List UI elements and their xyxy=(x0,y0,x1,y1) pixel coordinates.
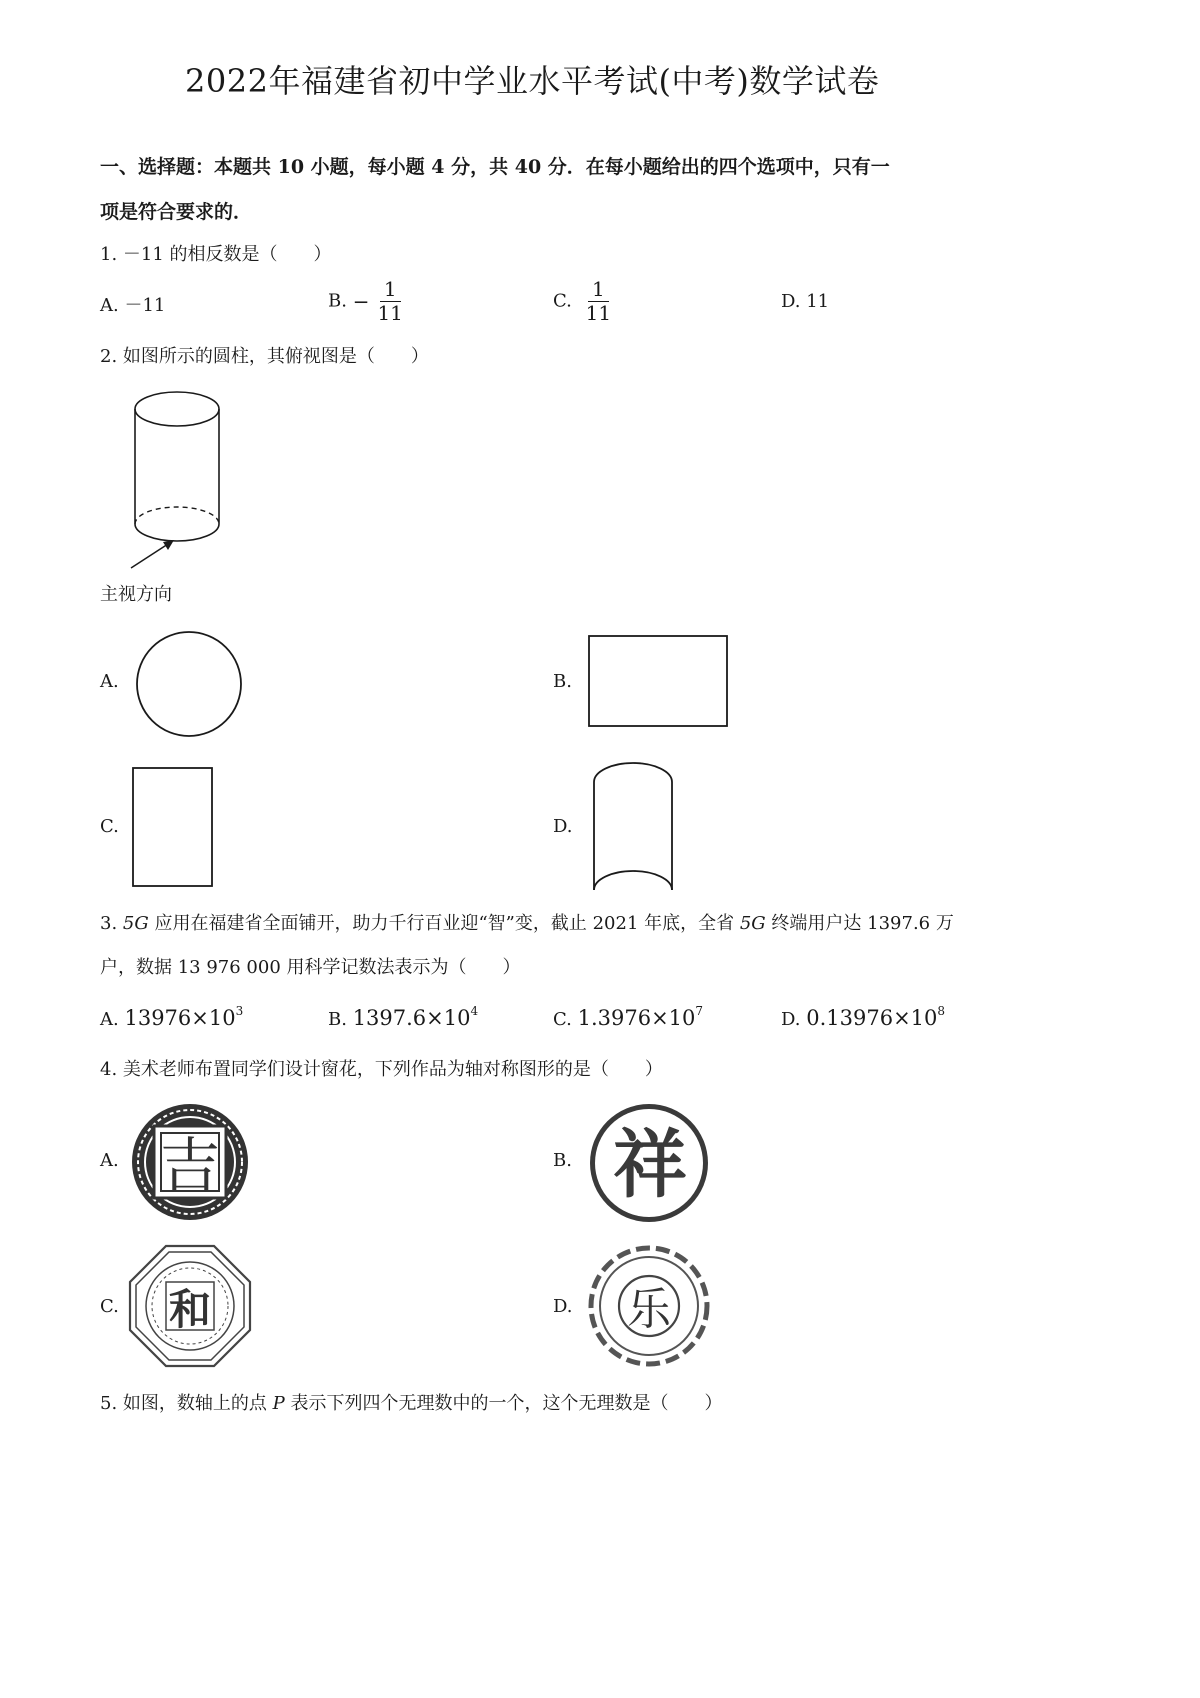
q1-option-b-numerator: 1 xyxy=(380,278,401,302)
q3-option-c-value xyxy=(578,1006,703,1030)
q4-option-b-char: 祥 xyxy=(613,1122,687,1208)
q4-option-c-char: 和 xyxy=(168,1285,212,1334)
q4-option-c: C. xyxy=(100,1296,119,1317)
q3-5g-2: 5G xyxy=(739,913,766,934)
q3-option-d xyxy=(781,1004,945,1030)
q3-option-a-value xyxy=(124,1006,243,1030)
q3-line1-mid: 应用在福建省全面铺开，助力千行百业迎“智”变，截止 2021 年底，全省 xyxy=(148,913,740,934)
q3-option-a-exponent: 3 xyxy=(235,1004,244,1018)
view-direction-caption: 主视方向 xyxy=(100,584,172,605)
q3-option-c xyxy=(553,1004,703,1030)
question-4-stem: 4. 美术老师布置同学们设计窗花，下列作品为轴对称图形的是（ ） xyxy=(100,1059,663,1080)
q1-option-b-label: B. xyxy=(328,290,347,312)
q3-option-a-label: A. xyxy=(100,1009,119,1030)
q4-option-b-papercut xyxy=(588,1102,710,1224)
q3-option-d-exponent: 8 xyxy=(937,1004,946,1018)
q1-option-c-denominator: 11 xyxy=(585,301,612,325)
q3-option-d-value xyxy=(806,1006,945,1030)
q4-option-d: D. xyxy=(553,1296,573,1317)
q3-5g: 5G xyxy=(122,913,149,934)
question-1-stem: 1. －11 的相反数是（ ） xyxy=(100,244,332,265)
q3-option-d-label: D. xyxy=(781,1009,801,1030)
q1-option-c-numerator: 1 xyxy=(588,278,609,302)
q4-option-c-papercut xyxy=(128,1244,252,1368)
q1-option-d: D. 11 xyxy=(781,291,830,312)
q3-line1-pre: 3. xyxy=(100,913,123,934)
question-3-stem-line2: 户，数据 13 976 000 用科学记数法表示为（ ） xyxy=(100,957,521,978)
q3-option-b-exponent: 4 xyxy=(470,1004,479,1018)
q1-option-a: A. －11 xyxy=(100,295,166,316)
q2-option-a-circle xyxy=(136,631,244,739)
q3-option-c-label: C. xyxy=(553,1009,572,1030)
q1-option-b xyxy=(328,278,407,325)
q3-option-c-exponent: 7 xyxy=(695,1004,704,1018)
q3-line1-post: 终端用户达 1397.6 万 xyxy=(765,913,954,934)
q1-option-b-fraction xyxy=(373,278,406,325)
q4-option-d-char: 乐 xyxy=(627,1284,671,1335)
question-5-stem xyxy=(100,1389,722,1415)
q2-option-b-rectangle xyxy=(588,635,730,729)
q1-option-c-label: C. xyxy=(553,290,572,312)
q2-option-d: D. xyxy=(553,816,573,837)
q5-point-p: P xyxy=(272,1393,285,1414)
q3-option-a-base: 13976×10 xyxy=(124,1006,236,1030)
q2-option-b: B. xyxy=(553,671,572,692)
q3-option-d-base: 0.13976×10 xyxy=(806,1006,938,1030)
q3-option-b xyxy=(328,1004,478,1030)
q1-option-b-denominator: 11 xyxy=(377,301,403,325)
q4-option-b: B. xyxy=(553,1150,572,1171)
cylinder-figure xyxy=(120,378,240,578)
q3-option-a xyxy=(100,1004,243,1030)
section-heading-line1: 一、选择题：本题共 10 小题，每小题 4 分，共 40 分．在每小题给出的四个选项中，只有一 xyxy=(100,156,890,178)
q4-option-a-papercut xyxy=(130,1102,250,1222)
q5-stem-post: 表示下列四个无理数中的一个，这个无理数是（ ） xyxy=(284,1393,723,1414)
q3-option-b-base: 1397.6×10 xyxy=(352,1006,471,1030)
q2-option-c-rectangle xyxy=(132,767,214,889)
q3-option-c-base: 1.3976×10 xyxy=(577,1006,696,1030)
q1-option-c-fraction xyxy=(582,278,615,325)
q4-option-d-papercut xyxy=(586,1244,712,1368)
question-3-stem-line1 xyxy=(100,909,954,935)
section-heading-line2: 项是符合要求的． xyxy=(100,201,253,223)
q3-option-b-label: B. xyxy=(328,1009,347,1030)
q2-option-d-shape xyxy=(591,760,675,894)
q4-option-a: A. xyxy=(100,1150,119,1171)
question-2-stem: 2. 如图所示的圆柱，其俯视图是（ ） xyxy=(100,346,429,367)
q5-stem-pre: 5. 如图，数轴上的点 xyxy=(100,1393,273,1414)
q2-option-c: C. xyxy=(100,816,119,837)
q1-option-b-sign: − xyxy=(352,289,370,314)
q4-option-a-char: 吉 xyxy=(160,1132,220,1202)
q3-option-b-value xyxy=(353,1006,478,1030)
q2-option-a: A. xyxy=(100,671,119,692)
q1-option-c xyxy=(553,278,615,325)
page-title: 2022年福建省初中学业水平考试(中考)数学试卷 xyxy=(185,62,880,100)
